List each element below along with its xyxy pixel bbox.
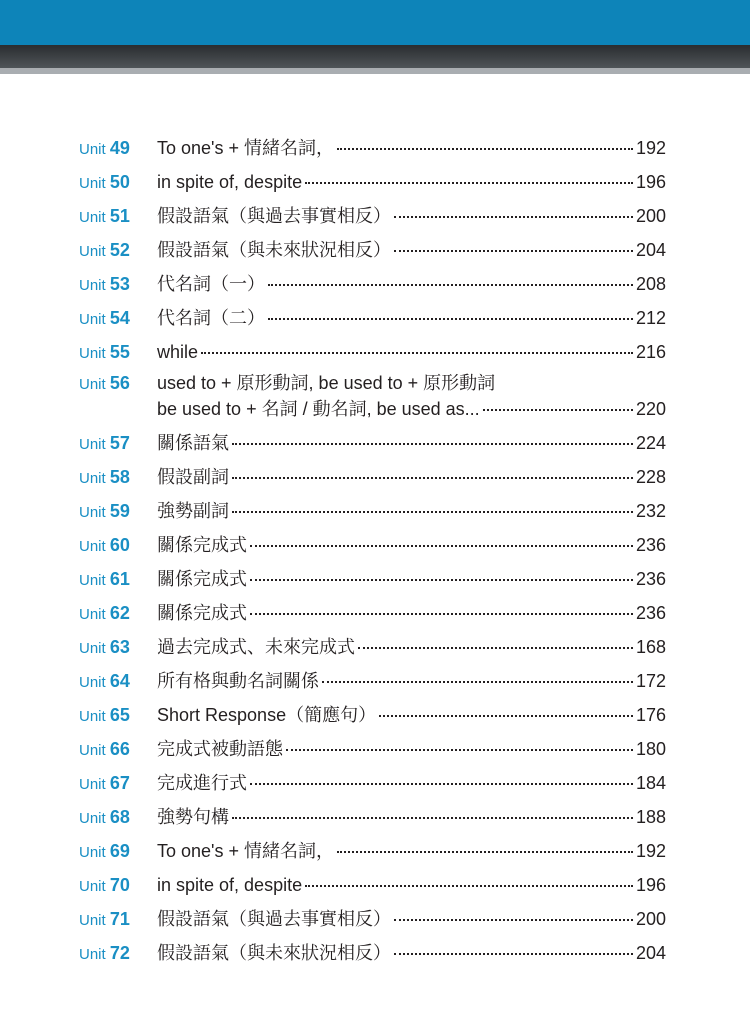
- page-number: 200: [635, 206, 666, 226]
- entry-title: in spite of, despite: [157, 172, 303, 192]
- unit-label: Unit 50: [79, 172, 130, 192]
- unit-number: 70: [109, 875, 130, 895]
- toc-entry-unit-51[interactable]: [79, 200, 666, 234]
- toc-entry-unit-63[interactable]: [79, 631, 666, 665]
- unit-label: Unit 56: [79, 373, 130, 393]
- entry-title: 假設語氣（與過去事實相反）: [157, 909, 391, 929]
- page-number: 172: [635, 671, 666, 691]
- unit-number: 64: [109, 671, 130, 691]
- entry-title: 強勢副詞: [157, 501, 229, 521]
- dot-leader: [322, 680, 633, 683]
- dot-leader: [250, 578, 633, 581]
- toc-entry-unit-52[interactable]: [79, 234, 666, 268]
- page-number: 188: [635, 807, 666, 827]
- toc-entry-unit-54[interactable]: [79, 302, 666, 336]
- toc-entry-unit-64[interactable]: [79, 665, 666, 699]
- dot-leader: [250, 544, 633, 547]
- toc-entry-unit-53[interactable]: [79, 268, 666, 302]
- header-band: [0, 0, 750, 45]
- page-number: 180: [635, 739, 666, 759]
- dot-leader: [286, 748, 633, 751]
- unit-label: Unit 63: [79, 637, 130, 657]
- unit-label: Unit 64: [79, 671, 130, 691]
- dot-leader: [232, 816, 633, 819]
- unit-label: Unit 62: [79, 603, 130, 623]
- unit-label: Unit 66: [79, 739, 130, 759]
- page-number: 192: [635, 138, 666, 158]
- unit-number: 50: [109, 172, 130, 192]
- page-number: 220: [635, 399, 666, 419]
- unit-number: 69: [109, 841, 130, 861]
- unit-number: 71: [109, 909, 130, 929]
- page-number: 204: [635, 240, 666, 260]
- toc-entry-unit-71[interactable]: [79, 903, 666, 937]
- dot-leader: [394, 249, 633, 252]
- toc-entry-unit-56[interactable]: [79, 370, 666, 427]
- entry-title: 完成式被動語態: [157, 739, 283, 759]
- unit-number: 66: [109, 739, 130, 759]
- page-number: 204: [635, 943, 666, 963]
- unit-number: 56: [109, 373, 130, 393]
- unit-number: 68: [109, 807, 130, 827]
- unit-label: Unit 72: [79, 943, 130, 963]
- unit-number: 63: [109, 637, 130, 657]
- unit-number: 72: [109, 943, 130, 963]
- header-divider: [0, 68, 750, 74]
- page-number: 176: [635, 705, 666, 725]
- unit-label: Unit 61: [79, 569, 130, 589]
- toc-entry-unit-55[interactable]: [79, 336, 666, 370]
- entry-title: while: [157, 342, 199, 362]
- toc-entry-unit-60[interactable]: [79, 529, 666, 563]
- page-number: 200: [635, 909, 666, 929]
- entry-title: 關係完成式: [157, 603, 247, 623]
- unit-label: Unit 54: [79, 308, 130, 328]
- page-number: 236: [635, 603, 666, 623]
- unit-label: Unit 68: [79, 807, 130, 827]
- page-number: 228: [635, 467, 666, 487]
- dot-leader: [268, 317, 633, 320]
- page-number: 232: [635, 501, 666, 521]
- unit-label: Unit 60: [79, 535, 130, 555]
- dot-leader: [483, 408, 633, 411]
- unit-number: 67: [109, 773, 130, 793]
- unit-label: Unit 53: [79, 274, 130, 294]
- entry-title: 關係完成式: [157, 535, 247, 555]
- toc-entry-unit-49[interactable]: [79, 132, 666, 166]
- dot-leader: [394, 918, 633, 921]
- unit-label: Unit 55: [79, 342, 130, 362]
- toc-entry-unit-68[interactable]: [79, 801, 666, 835]
- entry-title: Short Response（簡應句）: [157, 705, 377, 725]
- entry-title: 強勢句構: [157, 807, 229, 827]
- page-number: 168: [635, 637, 666, 657]
- entry-title: 假設語氣（與過去事實相反）: [157, 206, 391, 226]
- page-number: 196: [635, 875, 666, 895]
- toc-entry-unit-69[interactable]: [79, 835, 666, 869]
- page-number: 216: [635, 342, 666, 362]
- unit-label: Unit 70: [79, 875, 130, 895]
- toc-entry-unit-58[interactable]: [79, 461, 666, 495]
- toc-entry-unit-66[interactable]: [79, 733, 666, 767]
- unit-number: 52: [109, 240, 130, 260]
- entry-title: 關係語氣: [157, 433, 229, 453]
- unit-label: Unit 49: [79, 138, 130, 158]
- page-number: 224: [635, 433, 666, 453]
- unit-number: 54: [109, 308, 130, 328]
- dot-leader: [232, 476, 633, 479]
- entry-title: 關係完成式: [157, 569, 247, 589]
- entry-title: in spite of, despite: [157, 875, 303, 895]
- unit-number: 61: [109, 569, 130, 589]
- dot-leader: [268, 283, 633, 286]
- dot-leader: [394, 952, 633, 955]
- unit-label: Unit 67: [79, 773, 130, 793]
- unit-label: Unit 58: [79, 467, 130, 487]
- toc-entry-unit-50[interactable]: [79, 166, 666, 200]
- toc-entry-unit-61[interactable]: [79, 563, 666, 597]
- unit-label: Unit 59: [79, 501, 130, 521]
- unit-number: 60: [109, 535, 130, 555]
- page-number: 196: [635, 172, 666, 192]
- unit-number: 65: [109, 705, 130, 725]
- dot-leader: [337, 147, 633, 150]
- unit-number: 62: [109, 603, 130, 623]
- dot-leader: [394, 215, 633, 218]
- page-number: 208: [635, 274, 666, 294]
- unit-label: Unit 51: [79, 206, 130, 226]
- entry-title: 代名詞（一）: [157, 274, 265, 294]
- dot-leader: [305, 884, 633, 887]
- entry-title: To one's + 情緒名詞，: [157, 138, 334, 158]
- unit-number: 58: [109, 467, 130, 487]
- page-number: 236: [635, 569, 666, 589]
- dot-leader: [305, 181, 633, 184]
- toc-entry-unit-70[interactable]: [79, 869, 666, 903]
- dot-leader: [358, 646, 633, 649]
- entry-title: 過去完成式、未來完成式: [157, 637, 355, 657]
- page-number: 184: [635, 773, 666, 793]
- dot-leader: [250, 782, 633, 785]
- dot-leader: [250, 612, 633, 615]
- unit-number: 49: [109, 138, 130, 158]
- unit-number: 55: [109, 342, 130, 362]
- entry-title: 假設語氣（與未來狀況相反）: [157, 240, 391, 260]
- toc-entry-unit-62[interactable]: [79, 597, 666, 631]
- unit-number: 53: [109, 274, 130, 294]
- unit-label: Unit 65: [79, 705, 130, 725]
- entry-title: 代名詞（二）: [157, 308, 265, 328]
- page-number: 212: [635, 308, 666, 328]
- entry-title: 所有格與動名詞關係: [157, 671, 319, 691]
- page-number: 192: [635, 841, 666, 861]
- dot-leader: [232, 510, 633, 513]
- unit-number: 57: [109, 433, 130, 453]
- toc-entry-unit-65[interactable]: [79, 699, 666, 733]
- page-number: 236: [635, 535, 666, 555]
- toc-entry-unit-59[interactable]: [79, 495, 666, 529]
- entry-title: be used to + 名詞 / 動名詞, be used as...: [157, 399, 480, 419]
- header-dark-band: [0, 45, 750, 68]
- entry-title: 完成進行式: [157, 773, 247, 793]
- table-of-contents: [79, 132, 666, 971]
- entry-title: 假設語氣（與未來狀況相反）: [157, 943, 391, 963]
- unit-number: 59: [109, 501, 130, 521]
- dot-leader: [201, 351, 633, 354]
- dot-leader: [379, 714, 633, 717]
- entry-title: To one's + 情緒名詞，: [157, 841, 334, 861]
- unit-label: Unit 57: [79, 433, 130, 453]
- toc-entry-unit-67[interactable]: [79, 767, 666, 801]
- unit-number: 51: [109, 206, 130, 226]
- dot-leader: [337, 850, 633, 853]
- unit-label: Unit 71: [79, 909, 130, 929]
- entry-title: 假設副詞: [157, 467, 229, 487]
- toc-entry-unit-72[interactable]: [79, 937, 666, 971]
- entry-title-line1: used to + 原形動詞, be used to + 原形動詞: [157, 373, 496, 393]
- unit-label: Unit 52: [79, 240, 130, 260]
- toc-entry-unit-57[interactable]: [79, 427, 666, 461]
- dot-leader: [232, 442, 633, 445]
- unit-label: Unit 69: [79, 841, 130, 861]
